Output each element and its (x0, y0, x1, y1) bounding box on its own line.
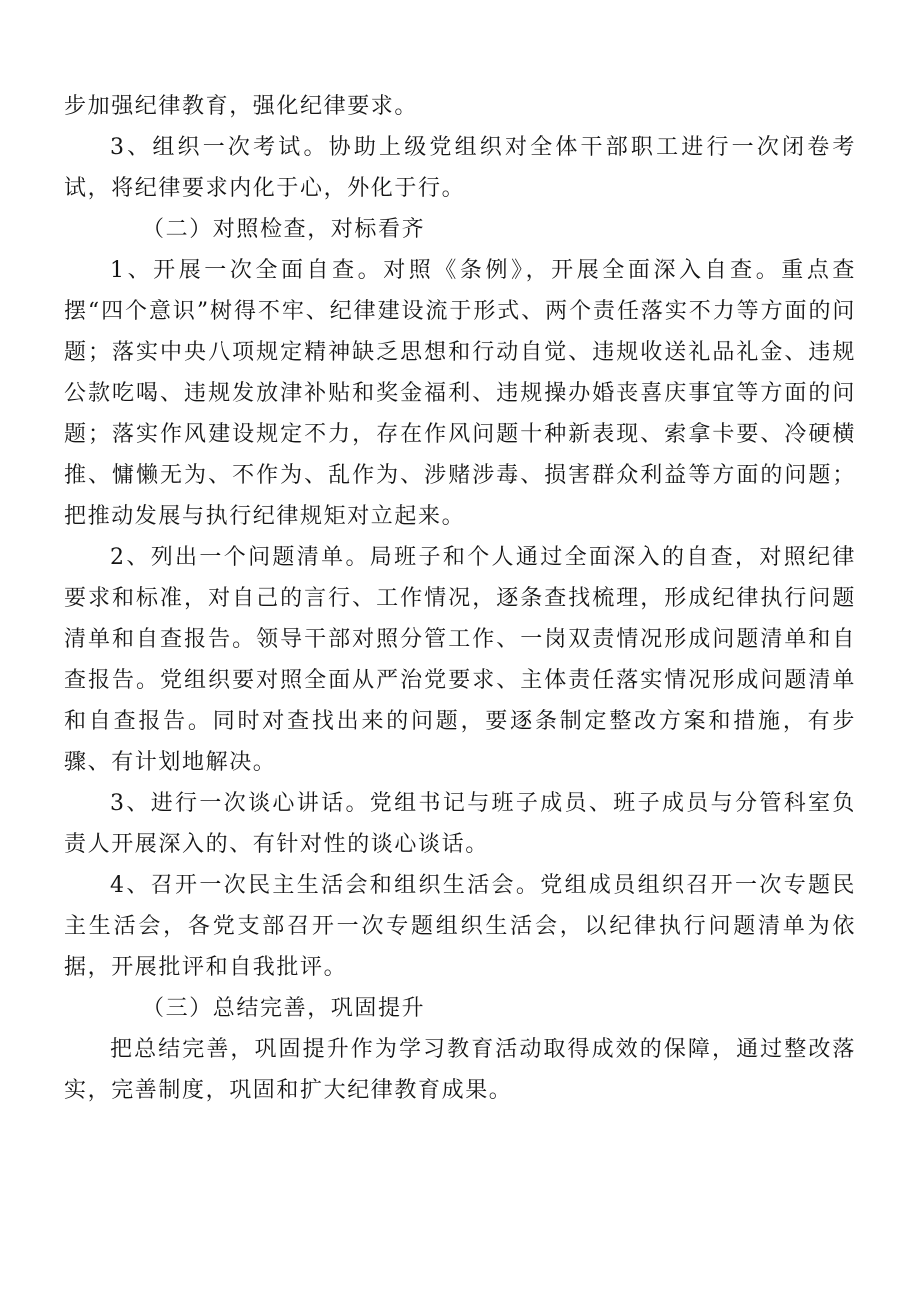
paragraph-self-check: 1、开展一次全面自查。对照《条例》，开展全面深入自查。重点查摆“四个意识”树得不牢、纪律建设流于形式、两个责任落实不力等方面的问题；落实中央八项规定精神缺乏思想和行动自觉、违规收送礼品礼金、违规公款吃喝、违规发放津补贴和奖金福利、违规操办婚丧喜庆事宜等方面的问题；落实作风建设规定不力，存在作风问题十种新表现、索拿卡要、冷硬横推、慵懒无为、不作为、乱作为、涉赌涉毒、损害群众利益等方面的问题；把推动发展与执行纪律规矩对立起来。 (64, 258, 856, 529)
paragraph-exam: 3、组织一次考试。协助上级党组织对全体干部职工进行一次闭卷考试，将纪律要求内化于心，外化于行。 (64, 135, 856, 201)
section-heading-2: （二）对照检查，对标看齐 (142, 217, 426, 242)
paragraph-heart-talk: 3、进行一次谈心讲话。党组书记与班子成员、班子成员与分管科室负责人开展深入的、有针对性的谈心谈话。 (64, 791, 856, 857)
paragraph-summary: 把总结完善，巩固提升作为学习教育活动取得成效的保障，通过整改落实，完善制度，巩固和扩大纪律教育成果。 (64, 1037, 856, 1103)
paragraph-continuation: 步加强纪律教育，强化纪律要求。 (64, 94, 419, 119)
paragraph-problem-list: 2、列出一个问题清单。局班子和个人通过全面深入的自查，对照纪律要求和标准，对自己的言行、工作情况，逐条查找梳理，形成纪律执行问题清单和自查报告。领导干部对照分管工作、一岗双责情况形成问题清单和自查报告。党组织要对照全面从严治党要求、主体责任落实情况形成问题清单和自查报告。同时对查找出来的问题，要逐条制定整改方案和措施，有步骤、有计划地解决。 (64, 545, 856, 775)
paragraph-life-meeting: 4、召开一次民主生活会和组织生活会。党组成员组织召开一次专题民主生活会，各党支部召开一次专题组织生活会，以纪律执行问题清单为依据，开展批评和自我批评。 (64, 873, 856, 980)
section-heading-3: （三）总结完善，巩固提升 (142, 996, 426, 1021)
